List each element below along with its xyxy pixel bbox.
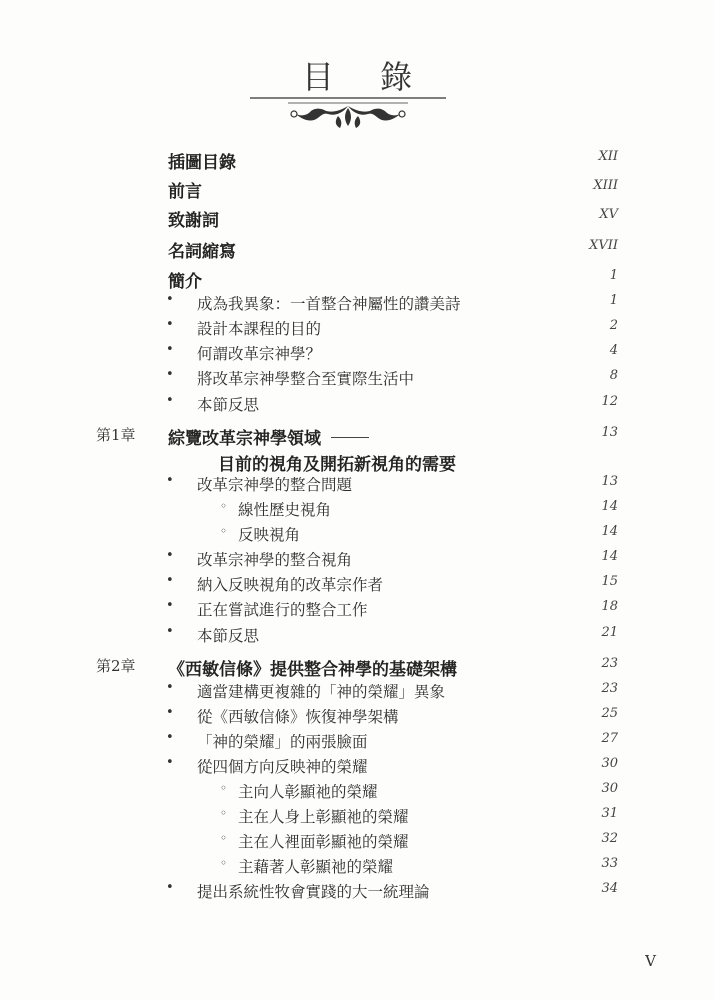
toc-entry bbox=[0, 598, 714, 622]
page-ref: 34 bbox=[601, 881, 618, 896]
toc-entry bbox=[0, 450, 714, 474]
bullet-icon: • bbox=[166, 598, 174, 613]
entry-title-text: 提出系統性牧會實踐的大一統理論 bbox=[197, 883, 430, 901]
toc-entry bbox=[0, 367, 714, 391]
bullet-icon: • bbox=[166, 317, 174, 332]
entry-title bbox=[197, 393, 259, 415]
bullet-icon: • bbox=[166, 705, 174, 720]
page-ref: 33 bbox=[601, 856, 618, 871]
entry-title bbox=[197, 624, 259, 646]
toc-entry bbox=[0, 624, 714, 648]
toc-entry bbox=[0, 830, 714, 854]
entry-title-text: 主在人裡面彰顯祂的榮耀 bbox=[238, 833, 409, 851]
toc-entry bbox=[0, 292, 714, 316]
entry-title bbox=[238, 780, 378, 802]
entry-title-text: 前言 bbox=[168, 182, 202, 202]
page-ref: 25 bbox=[601, 706, 618, 721]
page-ref: XVII bbox=[589, 238, 618, 253]
entry-title-text: 目前的視角及開拓新視角的需要 bbox=[218, 455, 456, 475]
sub-bullet-icon: ◦ bbox=[220, 524, 228, 538]
bullet-icon: • bbox=[166, 367, 174, 382]
entry-title bbox=[168, 267, 202, 292]
entry-title bbox=[197, 598, 368, 620]
toc-entry bbox=[0, 655, 714, 679]
page-ref: 1 bbox=[609, 293, 618, 308]
bullet-icon: • bbox=[166, 393, 174, 408]
toc-entry bbox=[0, 548, 714, 572]
entry-title-text: 簡介 bbox=[168, 272, 202, 292]
entry-title bbox=[197, 705, 399, 727]
sub-bullet-icon: ◦ bbox=[220, 831, 228, 845]
entry-title-text: 綜覽改革宗神學領域 bbox=[168, 429, 321, 449]
entry-title bbox=[197, 573, 383, 595]
page-ref: XII bbox=[598, 149, 618, 164]
sub-bullet-icon: ◦ bbox=[220, 856, 228, 870]
entry-title-text: 「神的榮耀」的兩張臉面 bbox=[197, 733, 368, 751]
entry-title bbox=[197, 680, 445, 702]
entry-title bbox=[168, 655, 457, 680]
toc-entry bbox=[0, 705, 714, 729]
entry-title-text: 改革宗神學的整合視角 bbox=[197, 551, 353, 569]
page-ref: XIII bbox=[593, 178, 618, 193]
page-ref: XV bbox=[599, 207, 618, 222]
toc-entry bbox=[0, 237, 714, 261]
entry-title-text: 適當建構更複雜的「神的榮耀」異象 bbox=[197, 683, 446, 701]
entry-title bbox=[238, 855, 393, 877]
entry-title-text: 設計本課程的目的 bbox=[197, 320, 322, 338]
entry-title-text: 主向人彰顯祂的榮耀 bbox=[238, 783, 378, 801]
bullet-icon: • bbox=[166, 880, 174, 895]
entry-title-text: 《西敏信條》提供整合神學的基礎架構 bbox=[168, 660, 457, 680]
bullet-icon: • bbox=[166, 755, 174, 770]
entry-title bbox=[197, 880, 430, 902]
page-ref: 31 bbox=[601, 806, 618, 821]
page-ref: 23 bbox=[601, 656, 618, 671]
page-ref: 21 bbox=[601, 625, 618, 640]
entry-title bbox=[168, 206, 219, 231]
toc-entry bbox=[0, 755, 714, 779]
entry-title-text: 名詞縮寫 bbox=[168, 242, 236, 262]
toc-entry bbox=[0, 206, 714, 230]
entry-title bbox=[197, 367, 414, 389]
page-ref: 14 bbox=[601, 499, 618, 514]
page-title: 目 錄 bbox=[301, 58, 431, 96]
entry-title bbox=[238, 523, 300, 545]
sub-bullet-icon: ◦ bbox=[220, 781, 228, 795]
entry-title bbox=[238, 805, 409, 827]
entry-title bbox=[197, 755, 368, 777]
toc-entry bbox=[0, 523, 714, 547]
bullet-icon: • bbox=[166, 573, 174, 588]
entry-title-text: 正在嘗試進行的整合工作 bbox=[197, 601, 368, 619]
chapter-label: 第2章 bbox=[96, 657, 136, 675]
toc-entry bbox=[0, 680, 714, 704]
page-ref: 30 bbox=[601, 756, 618, 771]
sub-bullet-icon: ◦ bbox=[220, 806, 228, 820]
page-ref: 14 bbox=[601, 549, 618, 564]
entry-title-text: 改革宗神學的整合問題 bbox=[197, 476, 353, 494]
page-ref: 13 bbox=[601, 425, 618, 440]
entry-title bbox=[218, 450, 456, 475]
page-ref: 15 bbox=[601, 574, 618, 589]
toc-entry bbox=[0, 393, 714, 417]
entry-title-text: 致謝詞 bbox=[168, 211, 219, 231]
sub-bullet-icon: ◦ bbox=[220, 499, 228, 513]
entry-title bbox=[168, 237, 236, 262]
page-ref: 30 bbox=[601, 781, 618, 796]
bullet-icon: • bbox=[166, 342, 174, 357]
entry-title bbox=[197, 473, 352, 495]
toc-entry bbox=[0, 342, 714, 366]
entry-title-text: 主在人身上彰顯祂的榮耀 bbox=[238, 808, 409, 826]
entry-title-text: 主藉著人彰顯祂的榮耀 bbox=[238, 858, 394, 876]
page-ref: 4 bbox=[609, 343, 618, 358]
page-ref: 2 bbox=[609, 318, 618, 333]
entry-title-text: 插圖目錄 bbox=[168, 153, 236, 173]
page-ref: 27 bbox=[601, 731, 618, 746]
page-number: V bbox=[645, 952, 656, 970]
toc-entry bbox=[0, 267, 714, 291]
entry-title-text: 納入反映視角的改革宗作者 bbox=[197, 576, 384, 594]
page-ref: 18 bbox=[601, 599, 618, 614]
toc-entry bbox=[0, 880, 714, 904]
toc-entry bbox=[0, 730, 714, 754]
page-ref: 1 bbox=[609, 268, 618, 283]
entry-title bbox=[168, 148, 236, 173]
entry-title bbox=[197, 317, 321, 339]
entry-title bbox=[238, 830, 409, 852]
entry-title bbox=[197, 292, 461, 314]
entry-title-text: 成為我異象：一首整合神屬性的讚美詩 bbox=[197, 295, 461, 313]
flourish-ornament-icon bbox=[250, 94, 446, 130]
entry-title-text: 線性歷史視角 bbox=[238, 501, 332, 519]
entry-title-text: 將改革宗神學整合至實際生活中 bbox=[197, 370, 415, 388]
bullet-icon: • bbox=[166, 292, 174, 307]
entry-title-text: 本節反思 bbox=[197, 627, 260, 645]
toc-entry bbox=[0, 805, 714, 829]
toc-entry bbox=[0, 317, 714, 341]
entry-title-text: 從四個方向反映神的榮耀 bbox=[197, 758, 368, 776]
toc-entry bbox=[0, 573, 714, 597]
title-dash bbox=[331, 437, 369, 438]
bullet-icon: • bbox=[166, 473, 174, 488]
entry-title-text: 反映視角 bbox=[238, 526, 301, 544]
entry-title bbox=[197, 730, 368, 752]
toc-entry bbox=[0, 424, 714, 448]
entry-title-text: 從《西敏信條》恢復神學架構 bbox=[197, 708, 399, 726]
entry-title bbox=[197, 548, 352, 570]
entry-title bbox=[238, 498, 331, 520]
chapter-label: 第1章 bbox=[96, 426, 136, 444]
toc-entry bbox=[0, 177, 714, 201]
entry-title bbox=[197, 342, 321, 364]
page-ref: 23 bbox=[601, 681, 618, 696]
entry-title-text: 何謂改革宗神學？ bbox=[197, 345, 322, 363]
toc-entry bbox=[0, 498, 714, 522]
entry-title-text: 本節反思 bbox=[197, 396, 260, 414]
page-ref: 13 bbox=[601, 474, 618, 489]
bullet-icon: • bbox=[166, 730, 174, 745]
entry-title bbox=[168, 177, 202, 202]
page-ref: 14 bbox=[601, 524, 618, 539]
page-ref: 8 bbox=[609, 368, 618, 383]
bullet-icon: • bbox=[166, 548, 174, 563]
bullet-icon: • bbox=[166, 680, 174, 695]
entry-title bbox=[168, 424, 369, 449]
toc-entry bbox=[0, 780, 714, 804]
page-ref: 32 bbox=[601, 831, 618, 846]
page-ref: 12 bbox=[601, 394, 618, 409]
toc-entry bbox=[0, 148, 714, 172]
toc-entry bbox=[0, 473, 714, 497]
toc-entry bbox=[0, 855, 714, 879]
bullet-icon: • bbox=[166, 624, 174, 639]
